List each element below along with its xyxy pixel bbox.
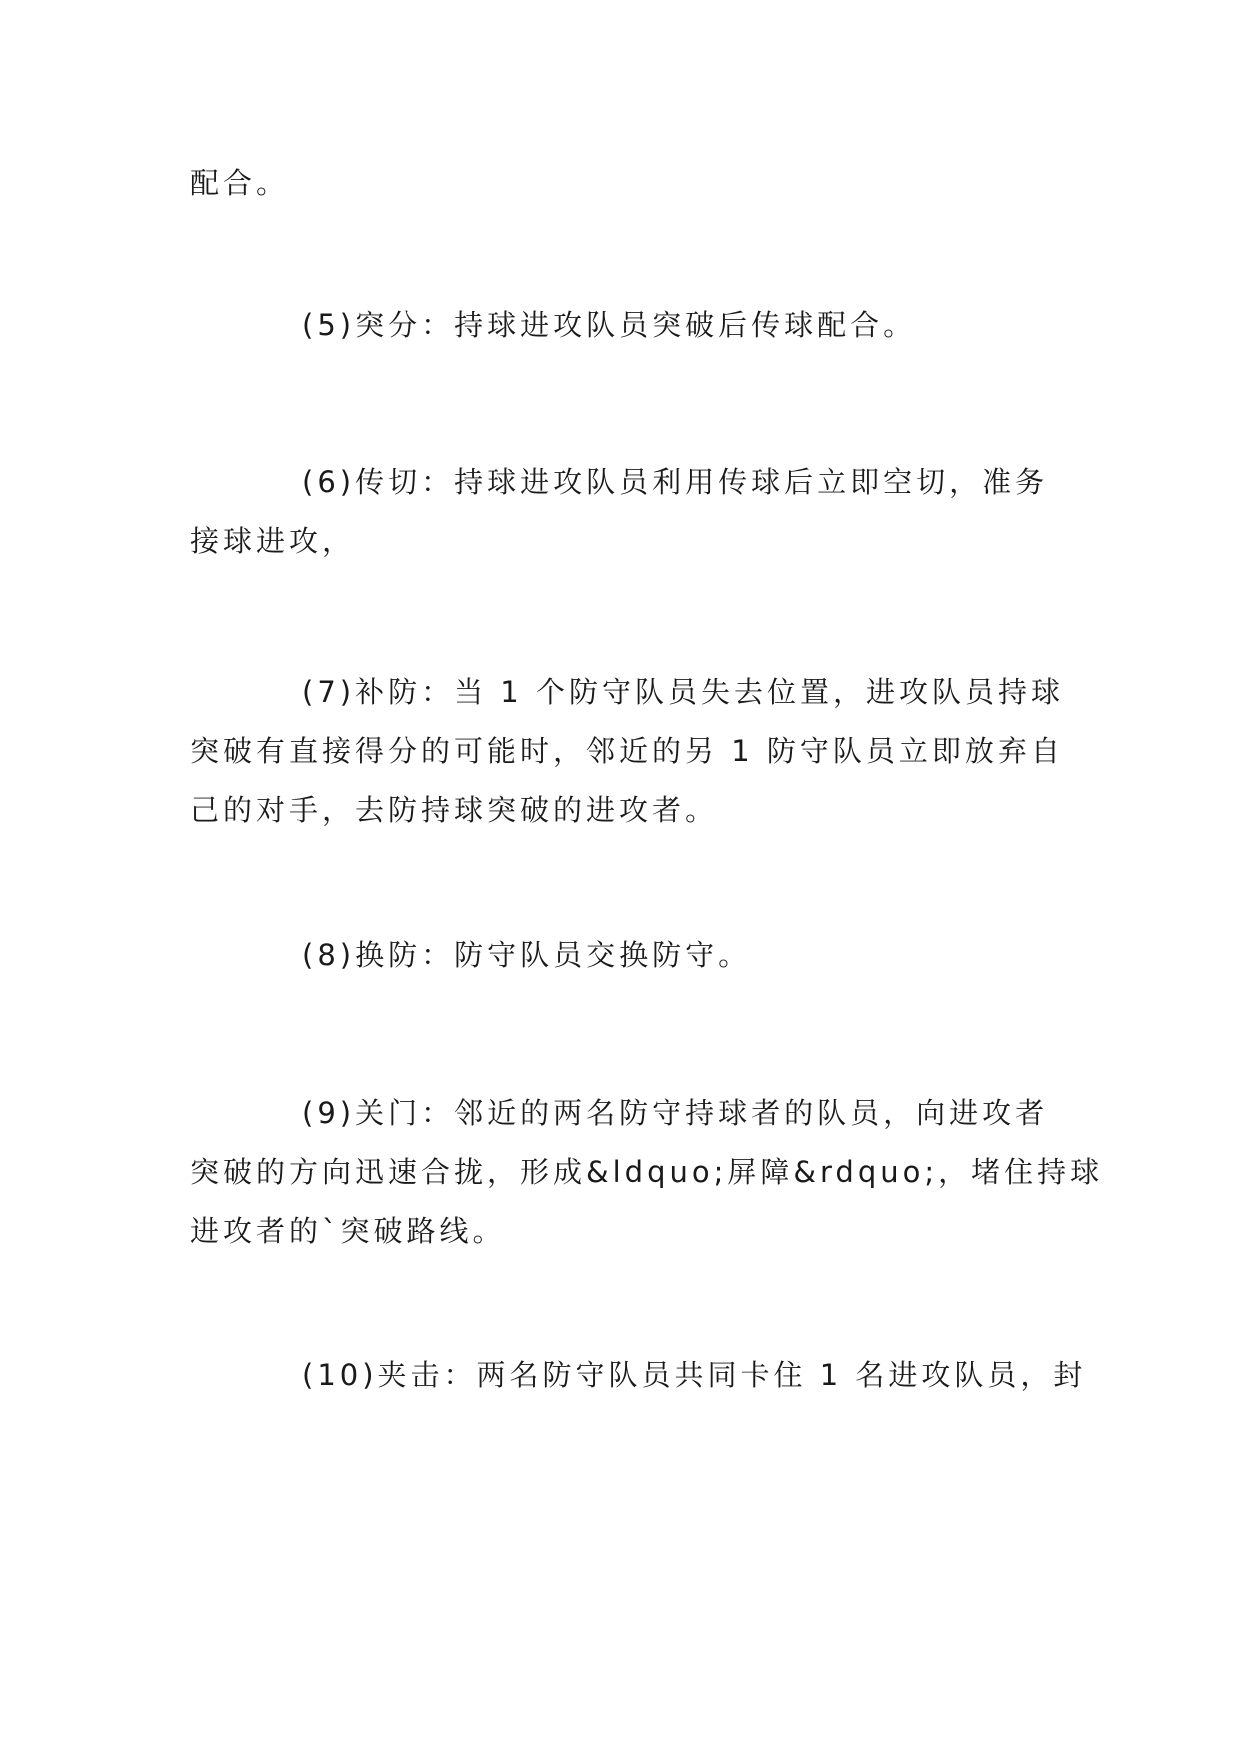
paragraph-item-8 <box>190 926 1060 985</box>
paragraph-item-7 <box>190 663 1064 840</box>
paragraph-line: (6)传切：持球进攻队员利用传球后立即空切，准务 <box>302 465 1049 499</box>
paragraph-line: 己的对手，去防持球突破的进攻者。 <box>190 793 719 827</box>
paragraph-item-5 <box>190 296 1060 355</box>
paragraph-line: 配合。 <box>190 166 290 200</box>
paragraph-item-10 <box>190 1346 1087 1405</box>
paragraph-line: 突破有直接得分的可能时，邻近的另 1 防守队员立即放弃自 <box>190 734 1064 768</box>
paragraph-line: (8)换防：防守队员交换防守。 <box>302 938 752 972</box>
paragraph-line: 接球进攻， <box>190 524 356 558</box>
paragraph-continuation <box>190 154 1060 213</box>
paragraph-line: (7)补防：当 1 个防守队员失去位置，进攻队员持球 <box>302 675 1064 709</box>
paragraph-item-6 <box>190 453 1060 571</box>
paragraph-item-9 <box>190 1084 1104 1261</box>
paragraph-line: 突破的方向迅速合拢，形成&ldquo;屏障&rdquo;，堵住持球 <box>190 1155 1104 1189</box>
paragraph-line: 进攻者的`突破路线。 <box>190 1214 506 1248</box>
paragraph-line: (10)夹击：两名防守队员共同卡住 1 名进攻队员，封 <box>302 1358 1087 1392</box>
paragraph-line: (5)突分：持球进攻队员突破后传球配合。 <box>302 308 917 342</box>
paragraph-line: (9)关门：邻近的两名防守持球者的队员，向进攻者 <box>302 1096 1049 1130</box>
